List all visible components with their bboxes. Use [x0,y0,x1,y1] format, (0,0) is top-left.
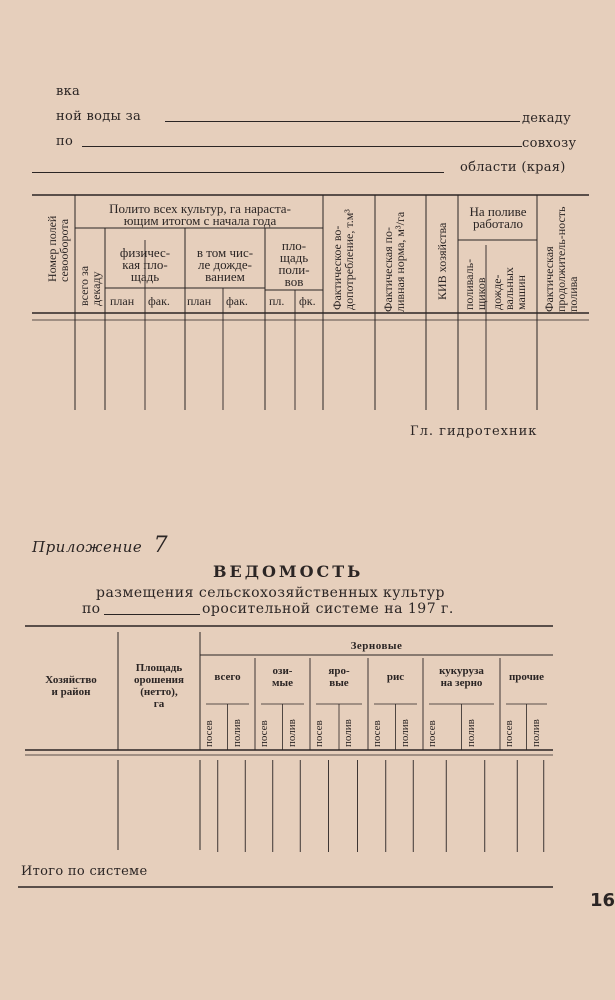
crop-name-line1: прочие [508,671,545,683]
watered-label: полив [230,719,243,747]
col-waterers: поливаль-щиков [462,258,488,310]
crop-name-line1: рис [386,671,405,683]
form-title-fragment: вка [56,84,81,99]
col-farm: Хозяйство и район [45,674,97,698]
sub-sprinkling: в том чис- ле дожде- ванием [196,245,254,284]
crop-header [368,671,423,683]
sown-label: посев [371,720,383,747]
state-farm-suffix: совхозу [522,136,577,151]
sown-label: посев [203,720,215,747]
crop-name-line2: вые [329,677,349,689]
crop-header [423,665,500,689]
fact-short-label: фк. [299,294,316,308]
decade-suffix: декаду [522,111,572,126]
appendix-label: Приложение 7 [32,533,169,558]
col-actual-duration: Фактическая продолжитель-ность полива [542,206,580,312]
col-actual-norm: Фактическая по-ливная норма, м³/га [381,211,407,312]
watered-label: полив [464,719,477,747]
group-machines: На поливе работало [469,204,527,231]
group-grain: Зерновые [350,640,403,652]
sown-label: посев [258,720,270,747]
watered-label: полив [529,719,542,747]
plan-short-label: пл. [269,294,285,308]
page-subtitle: размещения сельскохозяйственных культур [96,585,445,601]
group-watered-title: Полито всех культур, га нараста- ющим итогом с начала года [109,201,291,228]
watered-label: полив [285,719,298,747]
crop-name-line1: всего [214,671,241,683]
crop-header [500,671,553,683]
crop-name-line2: на зерно [440,677,483,689]
crop-name-line2: мые [272,677,293,689]
farm-fill-line [82,146,522,147]
plan-label: план [110,294,135,308]
col-irrigated-area: Площадь орошения (нетто), га [134,662,184,710]
watered-label: полив [342,719,354,747]
crop-header [310,665,368,689]
decade-label: ной воды за [56,109,142,124]
system-by-label: по [82,601,101,617]
sub-watering-area: пло- щадь поли- вов [278,238,310,289]
plan-label: план [187,294,212,308]
sub-physical-area: физичес- кая пло- щадь [119,245,171,284]
page-title: ВЕДОМОСТЬ [213,562,364,581]
page-number: 16 [590,890,615,911]
sown-label: посев [503,720,515,747]
by-label: по [56,134,74,149]
sown-label: посев [313,720,325,747]
crop-header [200,671,255,683]
system-suffix: оросительной системе на 197 г. [202,601,454,617]
col-total-decade: всего за декаду [77,265,103,306]
col-actual-water-use: Фактическое во-допотребление, т.м³ [330,209,356,310]
signature-label: Гл. гидротехник [410,424,538,439]
crop-name-line1: ози- [272,665,293,677]
crop-name-line1: кукуруза [439,665,484,677]
decade-fill-line [165,121,520,122]
crop-name-line1: яро- [328,665,350,677]
fact-label: фак. [148,294,170,308]
region-suffix: области (края) [460,160,566,175]
sown-label: посев [426,720,438,747]
col-kiv: КИВ хозяйства [435,222,449,300]
region-fill-line [32,172,444,173]
system-fill-line [104,614,200,615]
total-row-label: Итого по системе [21,864,148,879]
col-sprinkler-machines: дожде-вальных машин [490,267,528,310]
fact-label: фак. [226,294,248,308]
crop-header [255,665,310,689]
watered-label: полив [398,719,411,747]
col-field-number: Номер полей севооборота [45,215,71,282]
